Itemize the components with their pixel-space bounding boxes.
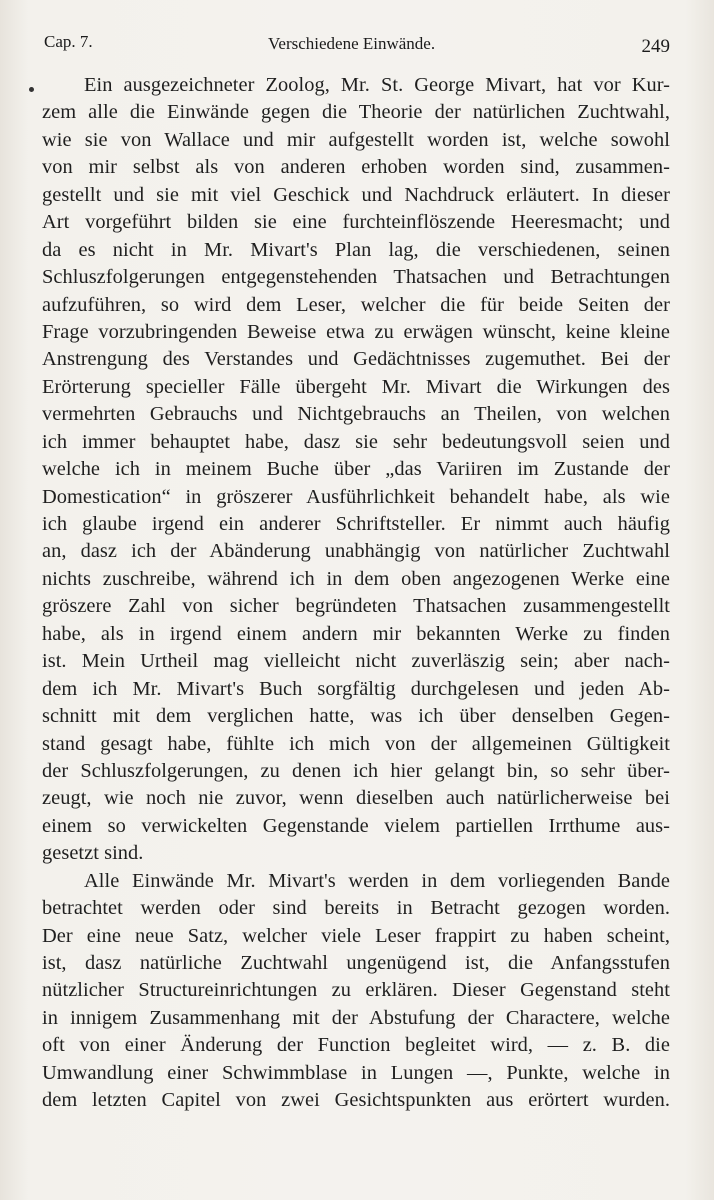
paragraph-2 [42, 868, 670, 1115]
text-line: gröszere Zahl von sicher begründeten Thatsachen zusammengestellt [42, 595, 670, 618]
text-line: dem ich Mr. Mivart's Buch sorgfältig durchgelesen und jeden Ab- [42, 677, 670, 700]
text-line: schnitt mit dem verglichen hatte, was ich über denselben Gegen- [42, 705, 670, 728]
paragraph-1 [42, 72, 670, 868]
text-line: in innigem Zusammenhang mit der Abstufung der Charactere, welche [42, 1006, 670, 1029]
text-line: da es nicht in Mr. Mivart's Plan lag, die verschiedenen, seinen [42, 238, 670, 261]
chapter-label: Cap. 7. [44, 32, 93, 51]
text-line: Ein ausgezeichneter Zoolog, Mr. St. George Mivart, hat vor Kur- [84, 74, 670, 96]
text-line: Der eine neue Satz, welcher viele Leser frappirt zu haben scheint, [42, 924, 670, 947]
text-line: gesetzt sind. [42, 842, 144, 865]
text-line: Frage vorzubringenden Beweise etwa zu erwägen wünscht, keine kleine [42, 320, 670, 343]
text-line: ich immer behauptet habe, dasz sie sehr bedeutungsvoll seien und [42, 430, 670, 453]
text-line: ich glaube irgend ein anderer Schriftsteller. Er nimmt auch häufig [42, 513, 670, 535]
text-line: Alle Einwände Mr. Mivart's werden in dem vorliegenden Bande [84, 869, 670, 892]
page-header [42, 30, 670, 60]
text-line: habe, als in irgend einem andern mir bekannten Werke zu finden [42, 622, 670, 645]
text-line: Domestication“ in gröszerer Ausführlichkeit behandelt habe, als wie [42, 485, 670, 508]
text-line: wie sie von Wallace und mir aufgestellt worden ist, welche sowohl [42, 128, 670, 151]
text-line: von mir selbst als von anderen erhoben worden sind, zusammen- [42, 156, 670, 179]
text-line: nichts zuschreibe, während ich in dem oben angezogenen Werke eine [42, 567, 670, 590]
text-line: dem letzten Capitel von zwei Gesichtspunkten aus erörtert wurden. [42, 1089, 670, 1112]
text-line: oft von einer Änderung der Function begleitet wird, — z. B. die [42, 1034, 670, 1057]
text-line: betrachtet werden oder sind bereits in Betracht gezogen worden. [42, 897, 670, 920]
text-line: aufzuführen, so wird dem Leser, welcher die für beide Seiten der [42, 293, 670, 316]
text-line: nützlicher Structureinrichtungen zu erklären. Dieser Gegenstand steht [42, 979, 670, 1002]
text-line: an, dasz ich der Abänderung unabhängig von natürlicher Zuchtwahl [42, 540, 670, 563]
text-line: Erörterung specieller Fälle übergeht Mr. Mivart die Wirkungen des [42, 375, 670, 398]
page-number: 249 [641, 36, 670, 57]
running-title: Verschiedene Einwände. [268, 34, 436, 53]
text-line: stand gesagt habe, fühlte ich mich von der allgemeinen Gültigkeit [42, 732, 670, 755]
text-line: zeugt, wie noch nie zuvor, wenn dieselben auch natürlicherweise bei [42, 787, 670, 810]
text-line: welche ich in meinem Buche über „das Variiren im Zustande der [42, 458, 670, 481]
text-line: Schluszfolgerungen entgegenstehenden Thatsachen und Betrachtungen [42, 266, 670, 289]
text-line: der Schluszfolgerungen, zu denen ich hier gelangt bin, so sehr über- [42, 759, 670, 782]
body-text [42, 72, 670, 1115]
ink-mark [29, 87, 34, 92]
text-line: Anstrengung des Verstandes und Gedächtnisses zugemuthet. Bei der [42, 348, 670, 371]
text-line: einem so verwickelten Gegenstande vielem partiellen Irrthume aus- [42, 814, 670, 837]
text-line: vermehrten Gebrauchs und Nichtgebrauchs an Theilen, von welchen [42, 403, 670, 426]
text-line: ist, dasz natürliche Zuchtwahl ungenügend ist, die Anfangsstufen [42, 952, 670, 974]
text-line: Art vorgeführt bilden sie eine furchteinflöszende Heeresmacht; und [42, 211, 670, 234]
text-line: zem alle die Einwände gegen die Theorie der natürlichen Zuchtwahl, [42, 101, 670, 124]
text-line: ist. Mein Urtheil mag vielleicht nicht zuverläszig sein; aber nach- [42, 650, 670, 673]
text-line: Umwandlung einer Schwimmblase in Lungen —, Punkte, welche in [42, 1061, 670, 1084]
text-line: gestellt und sie mit viel Geschick und Nachdruck erläutert. In dieser [42, 183, 670, 206]
